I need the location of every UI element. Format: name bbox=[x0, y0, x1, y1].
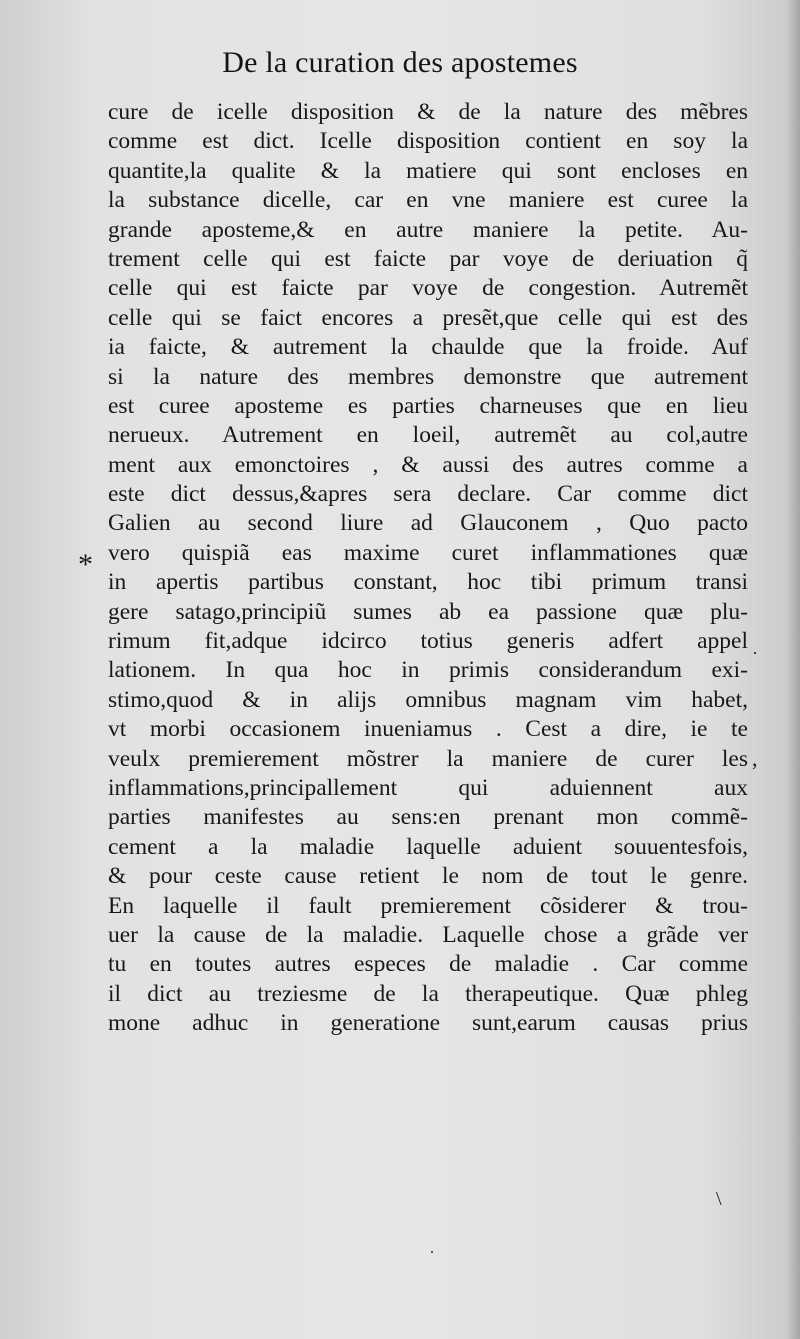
text-line: celle qui se faict encores a presẽt,que celle qui est des bbox=[108, 304, 748, 331]
text-line: comme est dict. Icelle disposition contient en soy la bbox=[108, 128, 748, 155]
text-line: gere satago,principiũ sumes ab ea passione quæ plu- bbox=[108, 598, 748, 625]
margin-bottom-mark: \ bbox=[716, 1188, 722, 1210]
text-line: celle qui est faicte par voye de congestion. Autremẽt bbox=[108, 275, 748, 302]
text-line: este dict dessus,&apres sera declare. Car comme dict bbox=[108, 481, 748, 508]
margin-bottom-dot-mark: . bbox=[430, 1240, 434, 1257]
margin-dot-mark: · bbox=[752, 643, 758, 663]
text-line: ia faicte, & autrement la chaulde que la froide. Auf bbox=[108, 334, 748, 361]
text-line: vero quispiã eas maxime curet inflammationes quæ bbox=[108, 539, 748, 566]
text-line: cure de icelle disposition & de la nature des mẽbres bbox=[108, 99, 748, 125]
text-line: lationem. In qua hoc in primis considerandum exi- bbox=[108, 657, 748, 684]
text-line: stimo,quod & in alijs omnibus magnam vim habet, bbox=[108, 686, 748, 713]
text-line: trement celle qui est faicte par voye de deriuation q̃ bbox=[108, 245, 748, 272]
text-line: cement a la maladie laquelle aduient souuentesfois, bbox=[108, 833, 748, 860]
text-line: uer la cause de la maladie. Laquelle chose a grãde ver bbox=[108, 921, 748, 948]
text-line: nerueux. Autrement en loeil, autremẽt au col,autre bbox=[108, 422, 748, 449]
text-line: veulx premierement mõstrer la maniere de curer les bbox=[108, 745, 748, 772]
text-line: rimum fit,adque idcirco totius generis adfert appel bbox=[108, 628, 748, 655]
margin-comma-mark: , bbox=[752, 746, 758, 771]
text-line: la substance dicelle, car en vne maniere est curee la bbox=[108, 187, 748, 214]
text-line: quantite,la qualite & la matiere qui sont encloses en bbox=[108, 157, 748, 184]
text-line: & pour ceste cause retient le nom de tout le genre. bbox=[108, 863, 748, 890]
running-head: De la curation des apostemes bbox=[222, 46, 578, 79]
text-line: est curee aposteme es parties charneuses que en lieu bbox=[108, 392, 748, 419]
text-line: En laquelle il fault premierement cõsiderer & trou- bbox=[108, 892, 748, 919]
page-edge-shadow bbox=[786, 0, 800, 1339]
text-line: grande aposteme,& en autre maniere la petite. Au- bbox=[108, 216, 748, 243]
text-line: parties manifestes au sens:en prenant mon commẽ- bbox=[108, 804, 748, 831]
text-line: tu en toutes autres especes de maladie . Car comme bbox=[108, 951, 748, 978]
margin-asterisk-mark: * bbox=[78, 548, 93, 581]
text-line: Galien au second liure ad Glauconem , Quo pacto bbox=[108, 510, 748, 537]
text-line: inflammations,principallement qui aduiennent aux bbox=[108, 774, 748, 801]
text-line: mone adhuc in generatione sunt,earum causas prius bbox=[108, 1010, 748, 1037]
body-text bbox=[108, 98, 748, 1039]
text-line: il dict au treziesme de la therapeutique. Quæ phleg bbox=[108, 980, 748, 1007]
text-line: in apertis partibus constant, hoc tibi primum transi bbox=[108, 569, 748, 596]
text-line: vt morbi occasionem inueniamus . Cest a dire, ie te bbox=[108, 716, 748, 743]
text-line: ment aux emonctoires , & aussi des autres comme a bbox=[108, 451, 748, 478]
text-line: si la nature des membres demonstre que autrement bbox=[108, 363, 748, 390]
